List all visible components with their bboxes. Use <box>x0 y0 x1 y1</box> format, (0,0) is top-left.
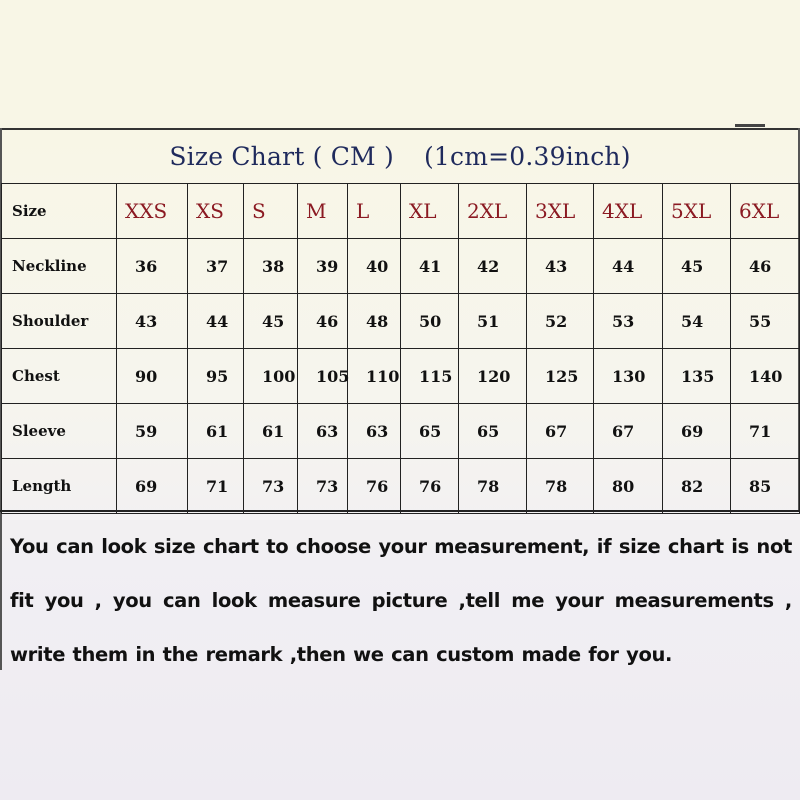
measurement-cell: 120 <box>459 349 527 404</box>
measurement-cell: 71 <box>731 404 800 459</box>
measurement-cell: 110 <box>348 349 401 404</box>
measurement-note: You can look size chart to choose your measurement, if size chart is not fit you , you can look measure picture ,tell me your measurements , write them in the remark ,then we can custom made for you. <box>10 535 792 666</box>
measurement-cell: 82 <box>663 459 731 514</box>
measurement-cell: 44 <box>188 294 244 349</box>
measurement-row-label: Length <box>2 459 117 514</box>
measurement-row-shoulder <box>2 294 800 349</box>
measurement-cell: 63 <box>298 404 348 459</box>
measurement-cell: 45 <box>244 294 298 349</box>
measurement-row-label: Shoulder <box>2 294 117 349</box>
measurement-row-label: Chest <box>2 349 117 404</box>
measurement-row-label: Sleeve <box>2 404 117 459</box>
measurement-cell: 61 <box>188 404 244 459</box>
measurement-cell: 78 <box>527 459 594 514</box>
measurement-cell: 42 <box>459 239 527 294</box>
measurement-cell: 37 <box>188 239 244 294</box>
size-header-cell: 6XL <box>731 184 800 239</box>
measurement-cell: 43 <box>527 239 594 294</box>
measurement-cell: 78 <box>459 459 527 514</box>
measurement-cell: 46 <box>298 294 348 349</box>
size-header-cell: 4XL <box>594 184 663 239</box>
measurement-cell: 65 <box>459 404 527 459</box>
top-edge-mark <box>735 124 765 127</box>
measurement-cell: 61 <box>244 404 298 459</box>
title-main: Size Chart ( CM ) <box>169 142 394 171</box>
measurement-cell: 67 <box>594 404 663 459</box>
measurement-row-sleeve <box>2 404 800 459</box>
measurement-cell: 36 <box>117 239 188 294</box>
size-header-cell: XS <box>188 184 244 239</box>
measurement-cell: 90 <box>117 349 188 404</box>
measurement-cell: 51 <box>459 294 527 349</box>
measurement-cell: 76 <box>348 459 401 514</box>
measurement-cell: 69 <box>117 459 188 514</box>
size-header-cell: 3XL <box>527 184 594 239</box>
size-header-cell: XXS <box>117 184 188 239</box>
measurement-cell: 100 <box>244 349 298 404</box>
measurement-cell: 52 <box>527 294 594 349</box>
size-header-label: Size <box>2 184 117 239</box>
measurement-cell: 115 <box>401 349 459 404</box>
measurement-cell: 80 <box>594 459 663 514</box>
measurement-cell: 46 <box>731 239 800 294</box>
measurement-cell: 130 <box>594 349 663 404</box>
measurement-cell: 95 <box>188 349 244 404</box>
measurement-cell: 54 <box>663 294 731 349</box>
measurement-cell: 43 <box>117 294 188 349</box>
title-conversion: (1cm=0.39inch) <box>423 142 631 171</box>
measurement-cell: 40 <box>348 239 401 294</box>
measurement-cell: 140 <box>731 349 800 404</box>
measurement-row-label: Neckline <box>2 239 117 294</box>
measurement-cell: 73 <box>298 459 348 514</box>
size-header-cell: 2XL <box>459 184 527 239</box>
size-header-cell: L <box>348 184 401 239</box>
size-header-cell: XL <box>401 184 459 239</box>
measurement-cell: 59 <box>117 404 188 459</box>
measurement-cell: 76 <box>401 459 459 514</box>
size-header-cell: S <box>244 184 298 239</box>
measurement-cell: 48 <box>348 294 401 349</box>
measurement-row-length <box>2 459 800 514</box>
measurement-cell: 135 <box>663 349 731 404</box>
measurement-cell: 105 <box>298 349 348 404</box>
measurement-cell: 45 <box>663 239 731 294</box>
size-header-cell: M <box>298 184 348 239</box>
measurement-cell: 67 <box>527 404 594 459</box>
table-bottom-border <box>0 510 800 512</box>
measurement-cell: 39 <box>298 239 348 294</box>
measurement-cell: 73 <box>244 459 298 514</box>
measurement-cell: 44 <box>594 239 663 294</box>
measurement-cell: 85 <box>731 459 800 514</box>
measurement-row-chest <box>2 349 800 404</box>
measurement-cell: 125 <box>527 349 594 404</box>
measurement-cell: 55 <box>731 294 800 349</box>
measurement-row-neckline <box>2 239 800 294</box>
measurement-cell: 65 <box>401 404 459 459</box>
size-header-row <box>2 184 800 239</box>
measurement-cell: 63 <box>348 404 401 459</box>
measurement-cell: 71 <box>188 459 244 514</box>
measurement-cell: 69 <box>663 404 731 459</box>
measurement-cell: 53 <box>594 294 663 349</box>
measurement-cell: 38 <box>244 239 298 294</box>
size-header-cell: 5XL <box>663 184 731 239</box>
size-table <box>1 183 800 514</box>
measurement-cell: 41 <box>401 239 459 294</box>
measurement-cell: 50 <box>401 294 459 349</box>
size-chart-title <box>0 130 800 183</box>
